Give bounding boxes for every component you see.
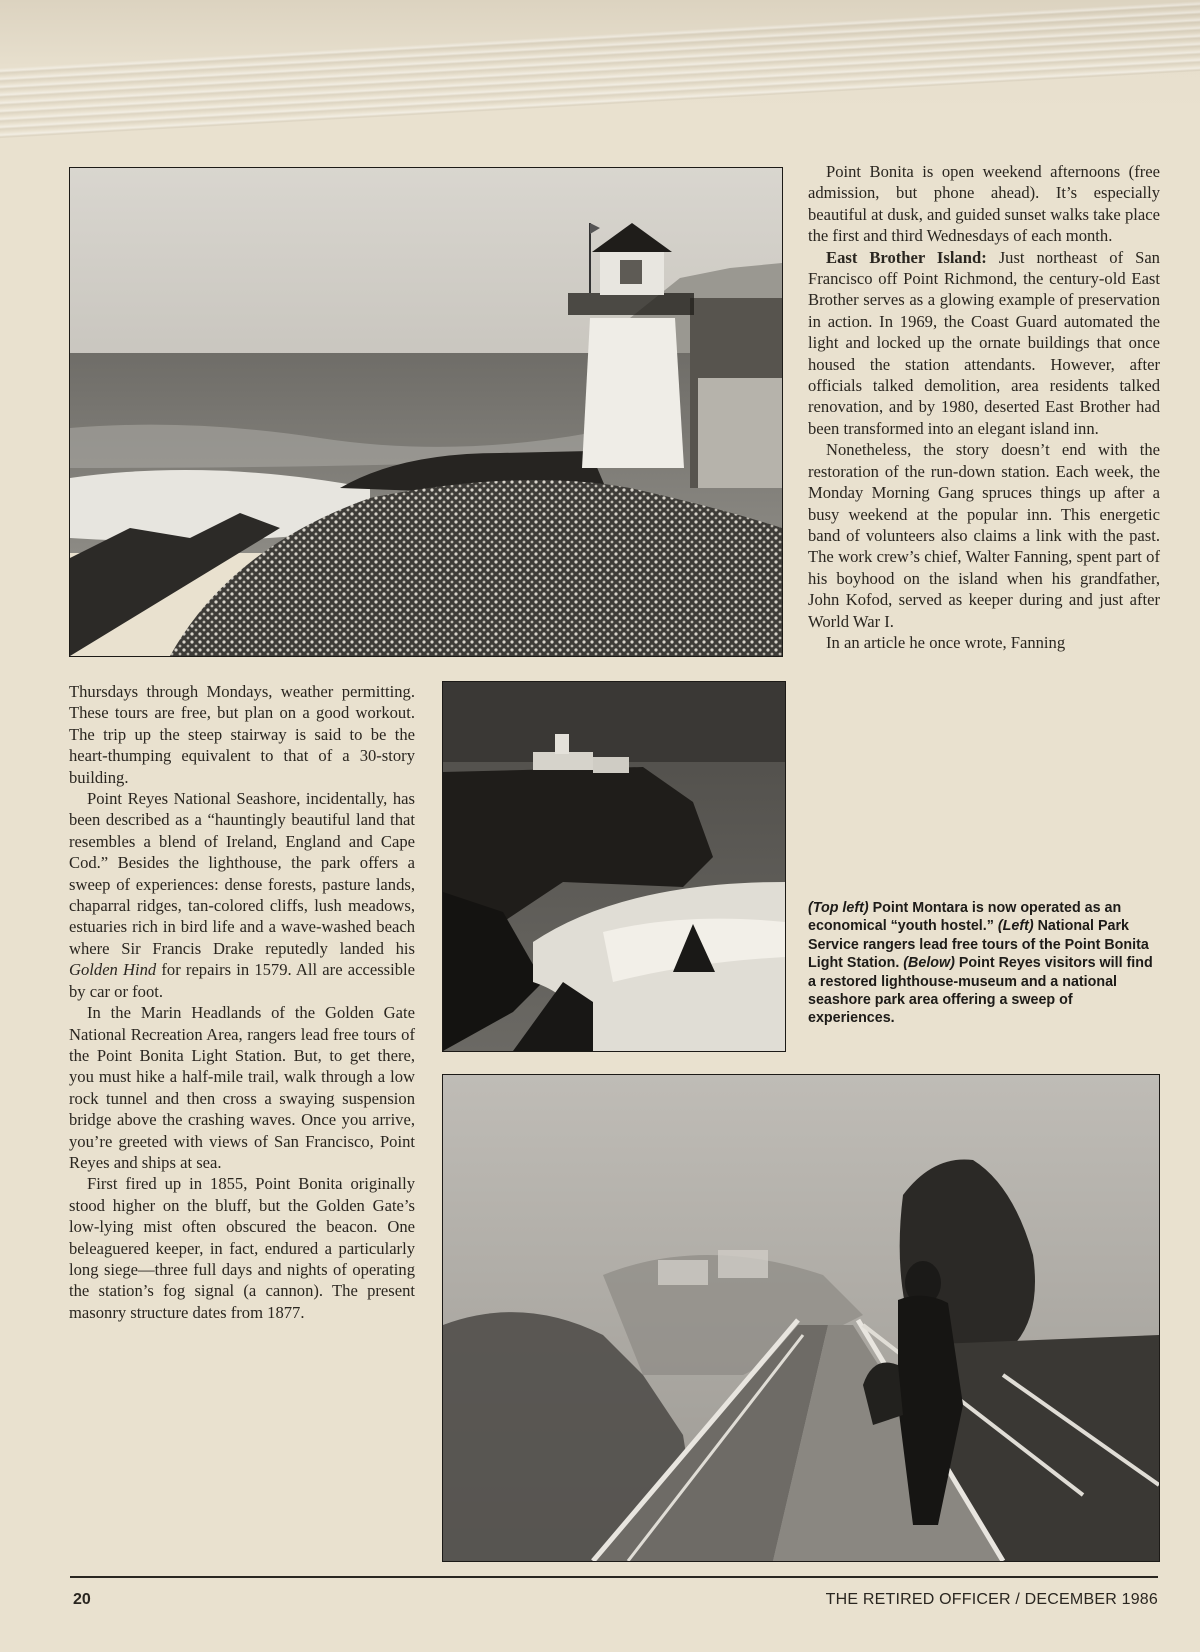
right-paragraph-1: Point Bonita is open weekend afternoons (free admission, but phone ahead). It’s especially beautiful at dusk, and guided sunset walks take place the first and third Wednesdays of each month. (808, 162, 1160, 246)
caption-text-2: National Park Service rangers lead free tours of the Point Bonita Light Station. (808, 918, 1149, 972)
caption-tag-left: (Left) (997, 918, 1034, 935)
photo-point-bonita-cliffs (442, 681, 786, 1052)
page-number: 20 (73, 1591, 91, 1608)
left-paragraph-2-text: Point Reyes National Seashore, incidentally, has been described as a “hauntingly beautiful land that resembles a blend of Ireland, England and Cape Cod.” Besides the lighthouse, the park offers a sweep of experiences: dense forests, pasture lands, chaparral ridges, tan-colored cliffs, lush meadows, estuaries rich in bird life and a wave-washed beach where Sir Francis Drake reputedly landed his (69, 789, 415, 958)
left-text-column (69, 681, 415, 1323)
right-paragraph-2-text: Just northeast of San Francisco off Point Richmond, the century-old East Brother serves as a glowing example of preservation in action. In 1969, the Coast Guard automated the light and locked up the ornate buildings that once housed the station attendants. However, after officials talked demolition, area residents talked renovation, and by 1980, deserted East Brother had been transformed into an elegant island inn. (808, 247, 1160, 438)
scanned-page-top-band (0, 0, 1200, 110)
left-paragraph-2 (69, 788, 415, 1002)
left-paragraph-4: First fired up in 1855, Point Bonita originally stood higher on the bluff, but the Golden Gate’s low-lying mist often obscured the beacon. One beleaguered keeper, in fact, endured a particularly long siege—three full days and nights of operating the station’s fog signal (a cannon). The present masonry structure dates from 1877. (69, 1174, 415, 1322)
caption-text-1: Point Montara is now operated as an economical “youth hostel.” (808, 900, 1122, 935)
photo-caption (808, 899, 1160, 1028)
scan-streak (0, 0, 1200, 139)
caption-tag-below: (Below) (903, 955, 955, 972)
caption-tag-top-left: (Top left) (808, 900, 869, 916)
caption-text-3: Point Reyes visitors will find a restored lighthouse-museum and a national seashore park area offering a sweep of experiences. (808, 955, 1153, 1027)
photo-point-reyes-stairway (442, 1074, 1160, 1562)
footer-rule (70, 1576, 1158, 1578)
golden-hind-italic: Golden Hind (69, 960, 157, 980)
left-paragraph-3: In the Marin Headlands of the Golden Gate National Recreation Area, rangers lead free tours of the Point Bonita Light Station. But, to get there, you must hike a half-mile trail, walk through a low rock tunnel and then cross a swaying suspension bridge above the crashing waves. Once you arrive, you’re greeted with views of San Francisco, Point Reyes and ships at sea. (69, 1003, 415, 1172)
right-paragraph-2 (808, 247, 1160, 440)
right-paragraph-3: Nonetheless, the story doesn’t end with the restoration of the run-down station. Each week, the Monday Morning Gang spruces things up after a busy weekend at the popular inn. This energetic band of volunteers also claims a link with the past. The work crew’s chief, Walter Fanning, spent part of his boyhood on the island when his grandfather, John Kofod, served as keeper during and just after World War I. (808, 440, 1160, 631)
east-brother-heading: East Brother Island: (826, 247, 987, 267)
right-text-column (808, 161, 1160, 653)
left-paragraph-1: Thursdays through Mondays, weather permitting. These tours are free, but plan on a good workout. The trip up the steep stairway is said to be the heart-thumping equivalent to that of a 30-story building. (69, 682, 415, 787)
left-paragraph-2-tail: for repairs in 1579. All are accessible by car or foot. (69, 960, 415, 1001)
photo-point-montara-lighthouse (69, 167, 783, 657)
publication-line: THE RETIRED OFFICER / DECEMBER 1986 (825, 1591, 1158, 1608)
right-paragraph-4: In an article he once wrote, Fanning (826, 632, 1066, 652)
